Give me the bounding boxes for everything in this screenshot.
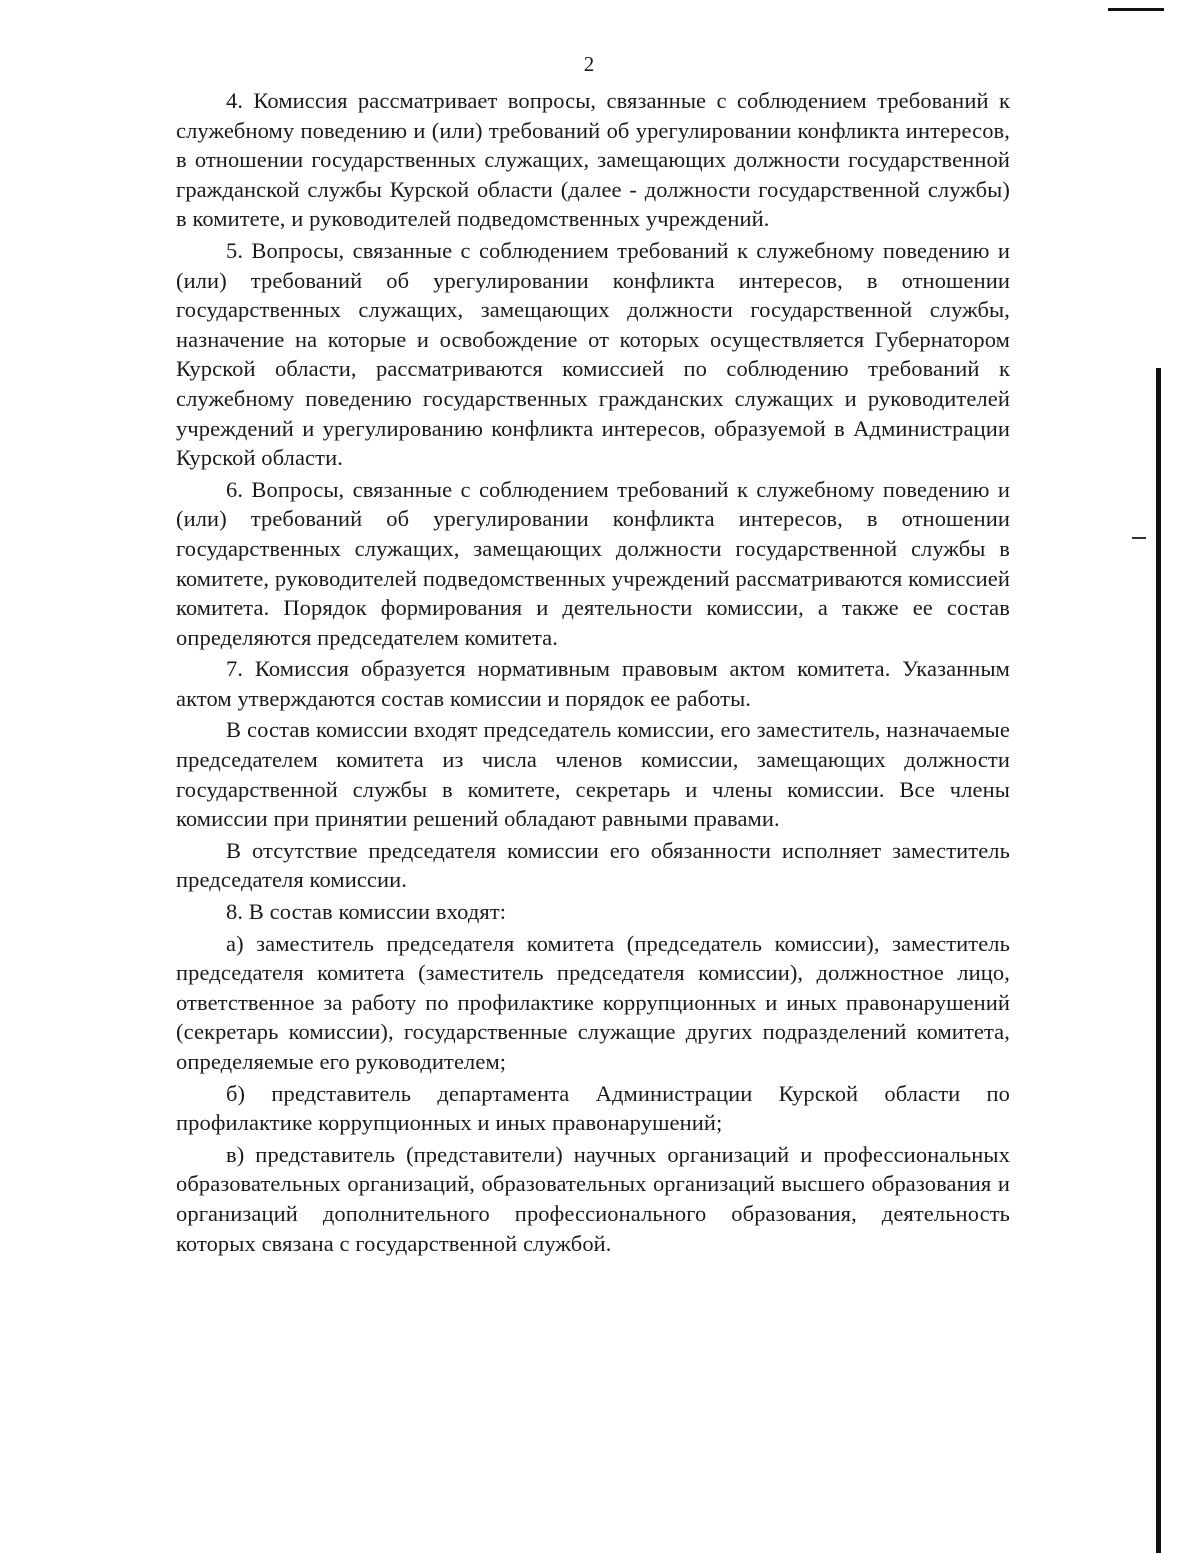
paragraph-composition: В состав комиссии входят председатель комиссии, его заместитель, назначаемые председателем комитета из числа членов комиссии, замещающих должности государственной службы в комитете, секретарь и члены комиссии. Все члены комиссии при принятии решений обладают равными правами. xyxy=(176,717,1010,832)
scan-speck xyxy=(1132,537,1146,539)
paragraph-subitem-v: в) представитель (представители) научных организаций и профессиональных образовательных организаций, образовательных организаций высшего образования и организаций дополнительного профессионального образования, деятельность которых связана с государственной службой. xyxy=(176,1141,1010,1256)
scan-edge-mark-top xyxy=(1108,8,1164,11)
paragraph-subitem-a: а) заместитель председателя комитета (председатель комиссии), заместитель председателя комитета (заместитель председателя комиссии), должностное лицо, ответственное за работу по профилактике коррупционных и иных правонарушений (секретарь комиссии), государственные служащие других подразделений комитета, определяемые его руководителем; xyxy=(176,930,1010,1074)
paragraph-item-6: 6. Вопросы, связанные с соблюдением требований к служебному поведению и (или) требований об урегулировании конфликта интересов, в отношении государственных служащих, замещающих должности государственной службы в комитете, руководителей подведомственных учреждений рассматриваются комиссией комитета. Порядок формирования и деятельности комиссии, а также ее состав определяются председателем комитета. xyxy=(176,476,1010,650)
paragraph-item-5: 5. Вопросы, связанные с соблюдением требований к служебному поведению и (или) требований об урегулировании конфликта интересов, в отношении государственных служащих, замещающих должности государственной службы, назначение на которые и освобождение от которых осуществляется Губернатором Курской области, рассматриваются комиссией по соблюдению требований к служебному поведению государственных гражданских служащих и руководителей учреждений и урегулированию конфликта интересов, образуемой в Администрации Курской области. xyxy=(176,237,1010,471)
document-body xyxy=(176,86,1010,1260)
page-number: 2 xyxy=(583,52,595,76)
paragraph-deputy-role: В отсутствие председателя комиссии его обязанности исполняет заместитель председателя комиссии. xyxy=(176,837,1010,893)
scan-edge-mark-right xyxy=(1156,368,1161,1553)
paragraph-item-7: 7. Комиссия образуется нормативным правовым актом комитета. Указанным актом утверждаются состав комиссии и порядок ее работы. xyxy=(176,656,1010,711)
paragraph-subitem-b: б) представитель департамента Администрации Курской области по профилактике коррупционных и иных правонарушений; xyxy=(176,1080,1010,1136)
paragraph-item-8: 8. В состав комиссии входят: xyxy=(226,899,507,925)
paragraph-item-4: 4. Комиссия рассматривает вопросы, связанные с соблюдением требований к служебному поведению и (или) требований об урегулировании конфликта интересов, в отношении государственных служащих, замещающих должности государственной гражданской службы Курской области (далее - должности государственной службы) в комитете, и руководителей подведомственных учреждений. xyxy=(176,88,1010,232)
